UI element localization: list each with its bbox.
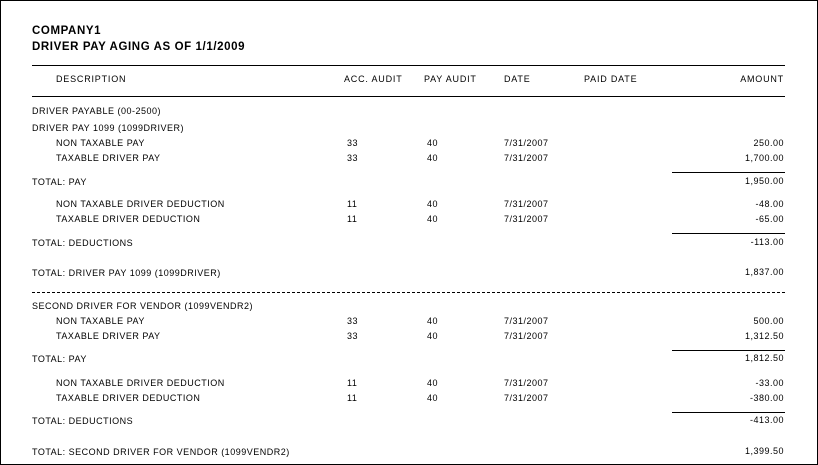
row-description: NON TAXABLE DRIVER DEDUCTION [56,199,225,209]
subtotal-rule [672,412,785,413]
total-driver-amount: 1,837.00 [744,267,784,277]
row-amount: -33.00 [755,378,784,388]
row-description: NON TAXABLE DRIVER DEDUCTION [56,378,225,388]
row-pay-audit: 40 [427,153,439,163]
row-amount: 1,312.50 [744,331,784,341]
row-acc-audit: 11 [347,393,358,403]
report-title: DRIVER PAY AGING AS OF 1/1/2009 [32,41,246,53]
row-date: 7/31/2007 [504,378,549,388]
header-bottom-rule [32,96,785,97]
total-driver-label: TOTAL: DRIVER PAY 1099 (1099DRIVER) [32,268,221,278]
row-acc-audit: 33 [347,331,359,341]
row-acc-audit: 11 [347,214,358,224]
row-amount: 250.00 [753,138,784,148]
col-paid-date: PAID DATE [584,74,638,84]
total-deductions-label: TOTAL: DEDUCTIONS [32,238,134,248]
subtotal-rule [672,233,785,234]
col-acc-audit: ACC. AUDIT [344,74,403,84]
row-pay-audit: 40 [427,199,439,209]
total-pay-label: TOTAL: PAY [32,354,87,364]
row-date: 7/31/2007 [504,138,549,148]
subtotal-rule [672,350,785,351]
col-description: DESCRIPTION [56,74,127,84]
subtotal-rule [672,172,785,173]
row-acc-audit: 11 [347,199,358,209]
col-date: DATE [504,74,531,84]
row-pay-audit: 40 [427,378,439,388]
row-description: TAXABLE DRIVER DEDUCTION [56,214,201,224]
row-amount: -48.00 [755,199,784,209]
row-date: 7/31/2007 [504,316,549,326]
row-pay-audit: 40 [427,393,439,403]
row-pay-audit: 40 [427,316,439,326]
col-amount: AMOUNT [740,74,784,84]
row-date: 7/31/2007 [504,331,549,341]
row-pay-audit: 40 [427,331,439,341]
row-date: 7/31/2007 [504,214,549,224]
driver-heading: DRIVER PAY 1099 (1099DRIVER) [32,123,185,133]
row-acc-audit: 33 [347,316,359,326]
total-deductions-amount: -113.00 [750,237,784,247]
total-deductions-amount: -413.00 [749,415,784,425]
row-pay-audit: 40 [427,138,439,148]
row-date: 7/31/2007 [504,393,549,403]
header-top-rule [32,65,785,66]
row-description: NON TAXABLE PAY [56,316,145,326]
total-driver-label: TOTAL: SECOND DRIVER FOR VENDOR (1099VENDR2) [32,447,290,457]
row-description: TAXABLE DRIVER PAY [56,331,161,341]
row-description: TAXABLE DRIVER DEDUCTION [56,393,201,403]
row-pay-audit: 40 [427,214,439,224]
row-description: NON TAXABLE PAY [56,138,145,148]
total-driver-amount: 1,399.50 [744,446,784,456]
row-acc-audit: 33 [347,153,359,163]
account-heading: DRIVER PAYABLE (00-2500) [32,106,162,116]
driver-heading: SECOND DRIVER FOR VENDOR (1099VENDR2) [32,301,254,311]
row-amount: -65.00 [755,214,784,224]
company-name: COMPANY1 [32,25,102,37]
row-date: 7/31/2007 [504,153,549,163]
total-pay-amount: 1,950.00 [744,176,784,186]
row-acc-audit: 33 [347,138,359,148]
total-pay-label: TOTAL: PAY [32,177,87,187]
row-amount: 1,700.00 [744,153,784,163]
row-amount: 500.00 [753,316,784,326]
total-pay-amount: 1,812.50 [744,353,784,363]
col-pay-audit: PAY AUDIT [424,74,477,84]
row-date: 7/31/2007 [504,199,549,209]
row-description: TAXABLE DRIVER PAY [56,153,161,163]
row-acc-audit: 11 [347,378,358,388]
driver-separator [32,292,785,293]
row-amount: -380.00 [749,393,784,403]
total-deductions-label: TOTAL: DEDUCTIONS [32,416,134,426]
